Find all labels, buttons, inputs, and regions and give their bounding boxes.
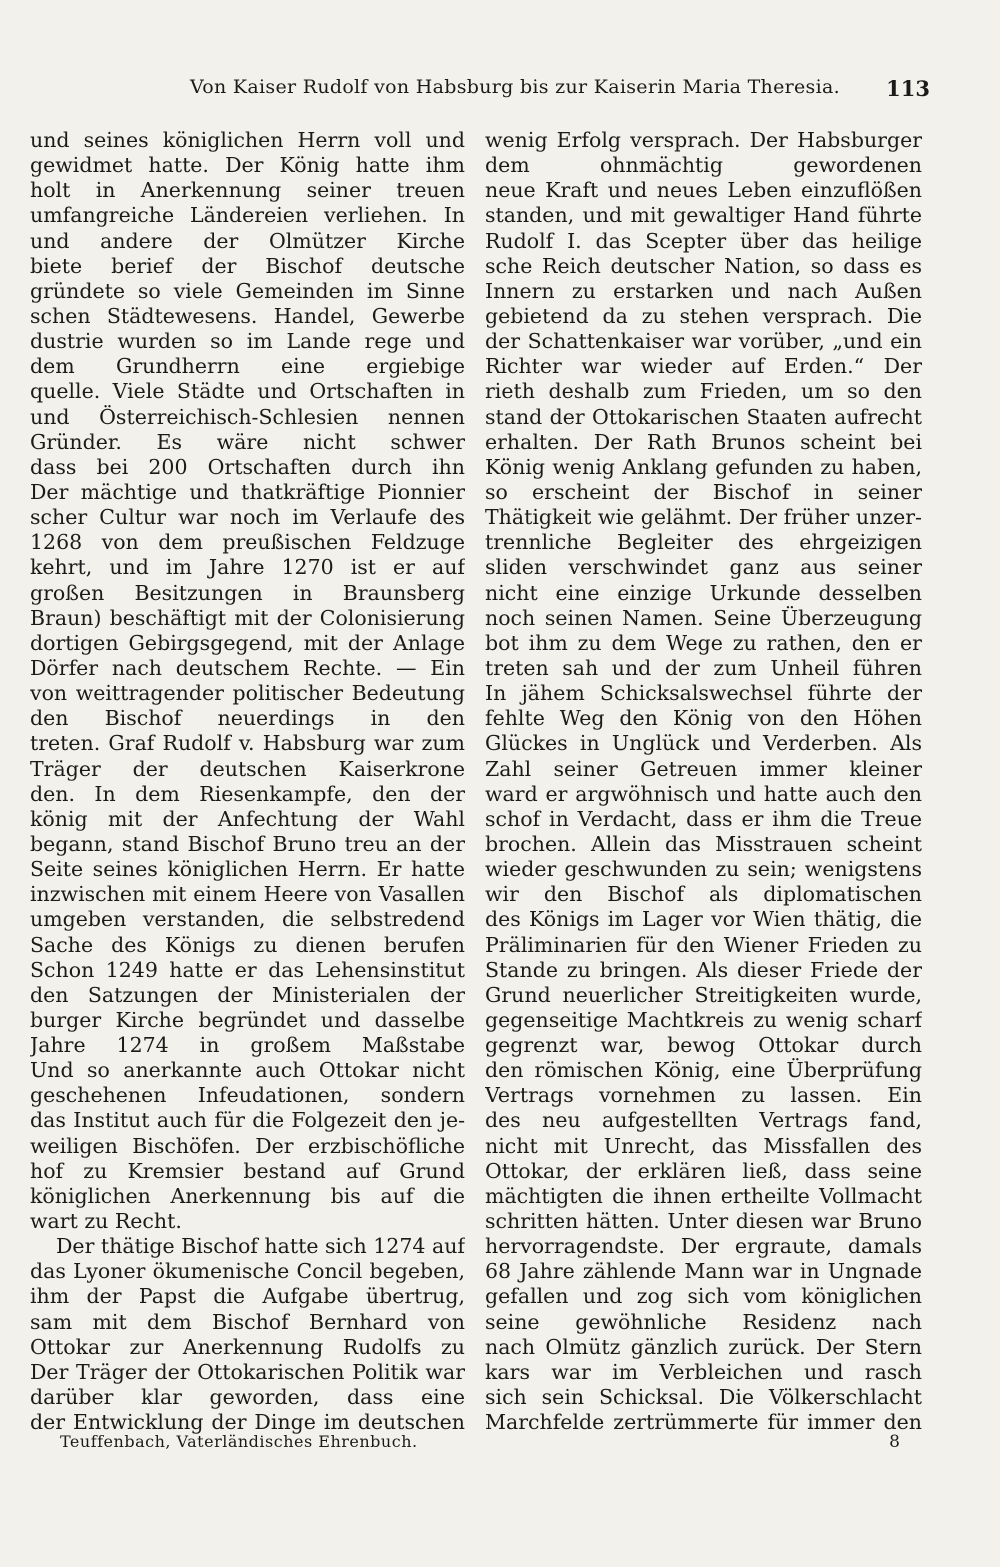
text-line: Gründer. Es wäre nicht schwer [30,429,465,454]
text-line: Ottokar zur Anerkennung Rudolfs zu [30,1334,465,1359]
text-line: könig mit der Anfechtung der Wahl [30,806,465,831]
text-line: darüber klar geworden, dass eine [30,1385,465,1410]
text-line: umfangreiche Ländereien verliehen. In [30,203,465,228]
text-line: Dörfer nach deutschem Rechte. — Ein [30,655,465,680]
text-line: wir den Bischof als diplomatischen [485,882,922,907]
text-line: standen, und mit gewaltiger Hand führte [485,203,922,228]
running-header [190,72,930,108]
text-line: gefallen und zog sich vom königlichen [485,1284,922,1309]
text-line: der Entwicklung der Dinge im deutschen [30,1410,465,1435]
text-line: Marchfelde zertrümmerte für immer den [485,1410,922,1435]
text-line: quelle. Viele Städte und Ortschaften in [30,379,465,404]
text-line: Schon 1249 hatte er das Lehensinstitut [30,957,465,982]
text-line: das Institut auch für die Folgezeit den je- [30,1108,465,1133]
text-line: sich sein Schicksal. Die Völkerschlacht [485,1385,922,1410]
text-line: gegenseitige Machtkreis zu wenig scharf [485,1007,922,1032]
text-line: Richter war wieder auf Erden.“ Der [485,354,922,379]
running-title: Von Kaiser Rudolf von Habsburg bis zur Kaiserin Maria Theresia. [190,76,840,98]
text-line: treten. Graf Rudolf v. Habsburg war zum [30,731,465,756]
text-line: Der Träger der Ottokarischen Politik war [30,1359,465,1384]
text-line: begann, stand Bischof Bruno treu an der [30,831,465,856]
text-line: nicht mit Unrecht, das Missfallen des [485,1133,922,1158]
text-line: der Schattenkaiser war vorüber, „und ein [485,329,922,354]
text-line: schen Städtewesens. Handel, Gewerbe [30,303,465,328]
text-line: trennliche Begleiter des ehrgeizigen [485,530,922,555]
text-line: Träger der deutschen Kaiserkrone [30,756,465,781]
text-line: des neu aufgestellten Vertrags fand, [485,1108,922,1133]
text-line: brochen. Allein das Misstrauen scheint [485,831,922,856]
right-column [485,128,922,1435]
text-line: gewidmet hatte. Der König hatte ihm [30,153,465,178]
text-line: wieder geschwunden zu sein; wenigstens [485,857,922,882]
text-line: den. In dem Riesenkampfe, den der [30,781,465,806]
text-line: ihm der Papst die Aufgabe übertrug, [30,1284,465,1309]
text-line: und andere der Olmützer Kirche [30,228,465,253]
text-line: 68 Jahre zählende Mann war in Ungnade [485,1259,922,1284]
text-line: Jahre 1274 in großem Maßstabe [30,1033,465,1058]
text-line: erhalten. Der Rath Brunos scheint bei [485,429,922,454]
text-line: Und so anerkannte auch Ottokar nicht [30,1058,465,1083]
text-line: inzwischen mit einem Heere von Vasallen [30,882,465,907]
text-line: wart zu Recht. [30,1209,182,1234]
text-line: weiligen Bischöfen. Der erzbischöfliche [30,1133,465,1158]
text-line: Der mächtige und thatkräftige Pionnier [30,479,465,504]
text-line: Thätigkeit wie gelähmt. Der früher unzer- [485,505,922,530]
text-line: 1268 von dem preußischen Feldzuge [30,530,465,555]
text-line: ward er argwöhnisch und hatte auch den [485,781,922,806]
text-line: schof in Verdacht, dass er ihm die Treue [485,806,922,831]
text-line: den römischen König, eine Überprüfung [485,1058,922,1083]
text-line: gebietend da zu stehen versprach. Die [485,303,922,328]
text-line: geschehenen Infeudationen, sondern [30,1083,465,1108]
text-line: sliden verschwindet ganz aus seiner [485,555,922,580]
text-line: fehlte Weg den König von den Höhen [485,706,922,731]
text-line: mächtigten die ihnen ertheilte Vollmacht [485,1183,922,1208]
text-line: Seite seines königlichen Herrn. Er hatte [30,857,465,882]
text-line: König wenig Anklang gefunden zu haben, [485,454,922,479]
text-line: noch seinen Namen. Seine Überzeugung [485,605,922,630]
text-line: hof zu Kremsier bestand auf Grund [30,1158,465,1183]
text-line: sche Reich deutscher Nation, so dass es [485,253,922,278]
text-line: dem ohnmächtig gewordenen [485,153,922,178]
signature-folio: 8 [889,1432,900,1452]
text-line: wenig Erfolg versprach. Der Habsburger [485,128,922,152]
text-line: und Österreichisch-Schlesien nennen [30,404,465,429]
text-line: Sache des Königs zu dienen berufen [30,932,465,957]
text-line: Grund neuerlicher Streitigkeiten wurde, [485,982,922,1007]
book-signature: Teuffenbach, Vaterländisches Ehrenbuch. [60,1432,418,1451]
text-line: biete berief der Bischof deutsche [30,253,465,278]
text-line: umgeben verstanden, die selbstredend [30,907,465,932]
text-line: Rudolf I. das Scepter über das heilige [485,228,922,253]
text-line: und seines königlichen Herrn voll und [30,128,465,152]
left-column [30,128,465,1435]
text-line: Innern zu erstarken und nach Außen [485,278,922,303]
text-line: Braun) beschäftigt mit der Colonisierung [30,605,465,630]
text-line: gegrenzt war, bewog Ottokar durch [485,1033,922,1058]
text-line: stand der Ottokarischen Staaten aufrecht [485,404,922,429]
text-line: seine gewöhnliche Residenz nach [485,1309,922,1334]
text-line: nicht eine einzige Urkunde desselben [485,580,922,605]
text-line: Der thätige Bischof hatte sich 1274 auf [56,1234,465,1259]
text-line: bot ihm zu dem Wege zu rathen, den er [485,630,922,655]
text-line: Stande zu bringen. Als dieser Friede der [485,957,922,982]
text-line: scher Cultur war noch im Verlaufe des [30,505,465,530]
page-number: 113 [886,76,930,101]
text-line: holt in Anerkennung seiner treuen [30,178,465,203]
text-line: kehrt, und im Jahre 1270 ist er auf [30,555,465,580]
text-line: In jähem Schicksalswechsel führte der [485,681,922,706]
text-line: treten sah und der zum Unheil führen [485,655,922,680]
text-line: großen Besitzungen in Braunsberg [30,580,465,605]
text-line: des Königs im Lager vor Wien thätig, die [485,907,922,932]
text-line: burger Kirche begründet und dasselbe [30,1007,465,1032]
text-line: dustrie wurden so im Lande rege und [30,329,465,354]
text-line: von weittragender politischer Bedeutung [30,681,465,706]
text-line: dass bei 200 Ortschaften durch ihn [30,454,465,479]
text-line: gründete so viele Gemeinden im Sinne [30,278,465,303]
text-line: schritten hätten. Unter diesen war Bruno [485,1209,922,1234]
text-line: Glückes in Unglück und Verderben. Als [485,731,922,756]
text-line: sam mit dem Bischof Bernhard von [30,1309,465,1334]
text-line: den Bischof neuerdings in den [30,706,465,731]
text-line: dortigen Gebirgsgegend, mit der Anlage [30,630,465,655]
text-line: Ottokar, der erklären ließ, dass seine [485,1158,922,1183]
text-line: dem Grundherrn eine ergiebige [30,354,465,379]
text-line: kars war im Verbleichen und rasch [485,1359,922,1384]
text-line: Zahl seiner Getreuen immer kleiner [485,756,922,781]
text-line: königlichen Anerkennung bis auf die [30,1183,465,1208]
text-line: den Satzungen der Ministerialen der [30,982,465,1007]
text-line: neue Kraft und neues Leben einzuflößen [485,178,922,203]
text-line: Präliminarien für den Wiener Frieden zu [485,932,922,957]
text-line: nach Olmütz gänzlich zurück. Der Stern [485,1334,922,1359]
text-line: hervorragendste. Der ergraute, damals [485,1234,922,1259]
text-line: Vertrags vornehmen zu lassen. Ein [485,1083,922,1108]
text-line: so erscheint der Bischof in seiner [485,479,922,504]
page-footer [60,1432,900,1462]
text-line: rieth deshalb zum Frieden, um so den [485,379,922,404]
text-line: das Lyoner ökumenische Concil begeben, [30,1259,465,1284]
